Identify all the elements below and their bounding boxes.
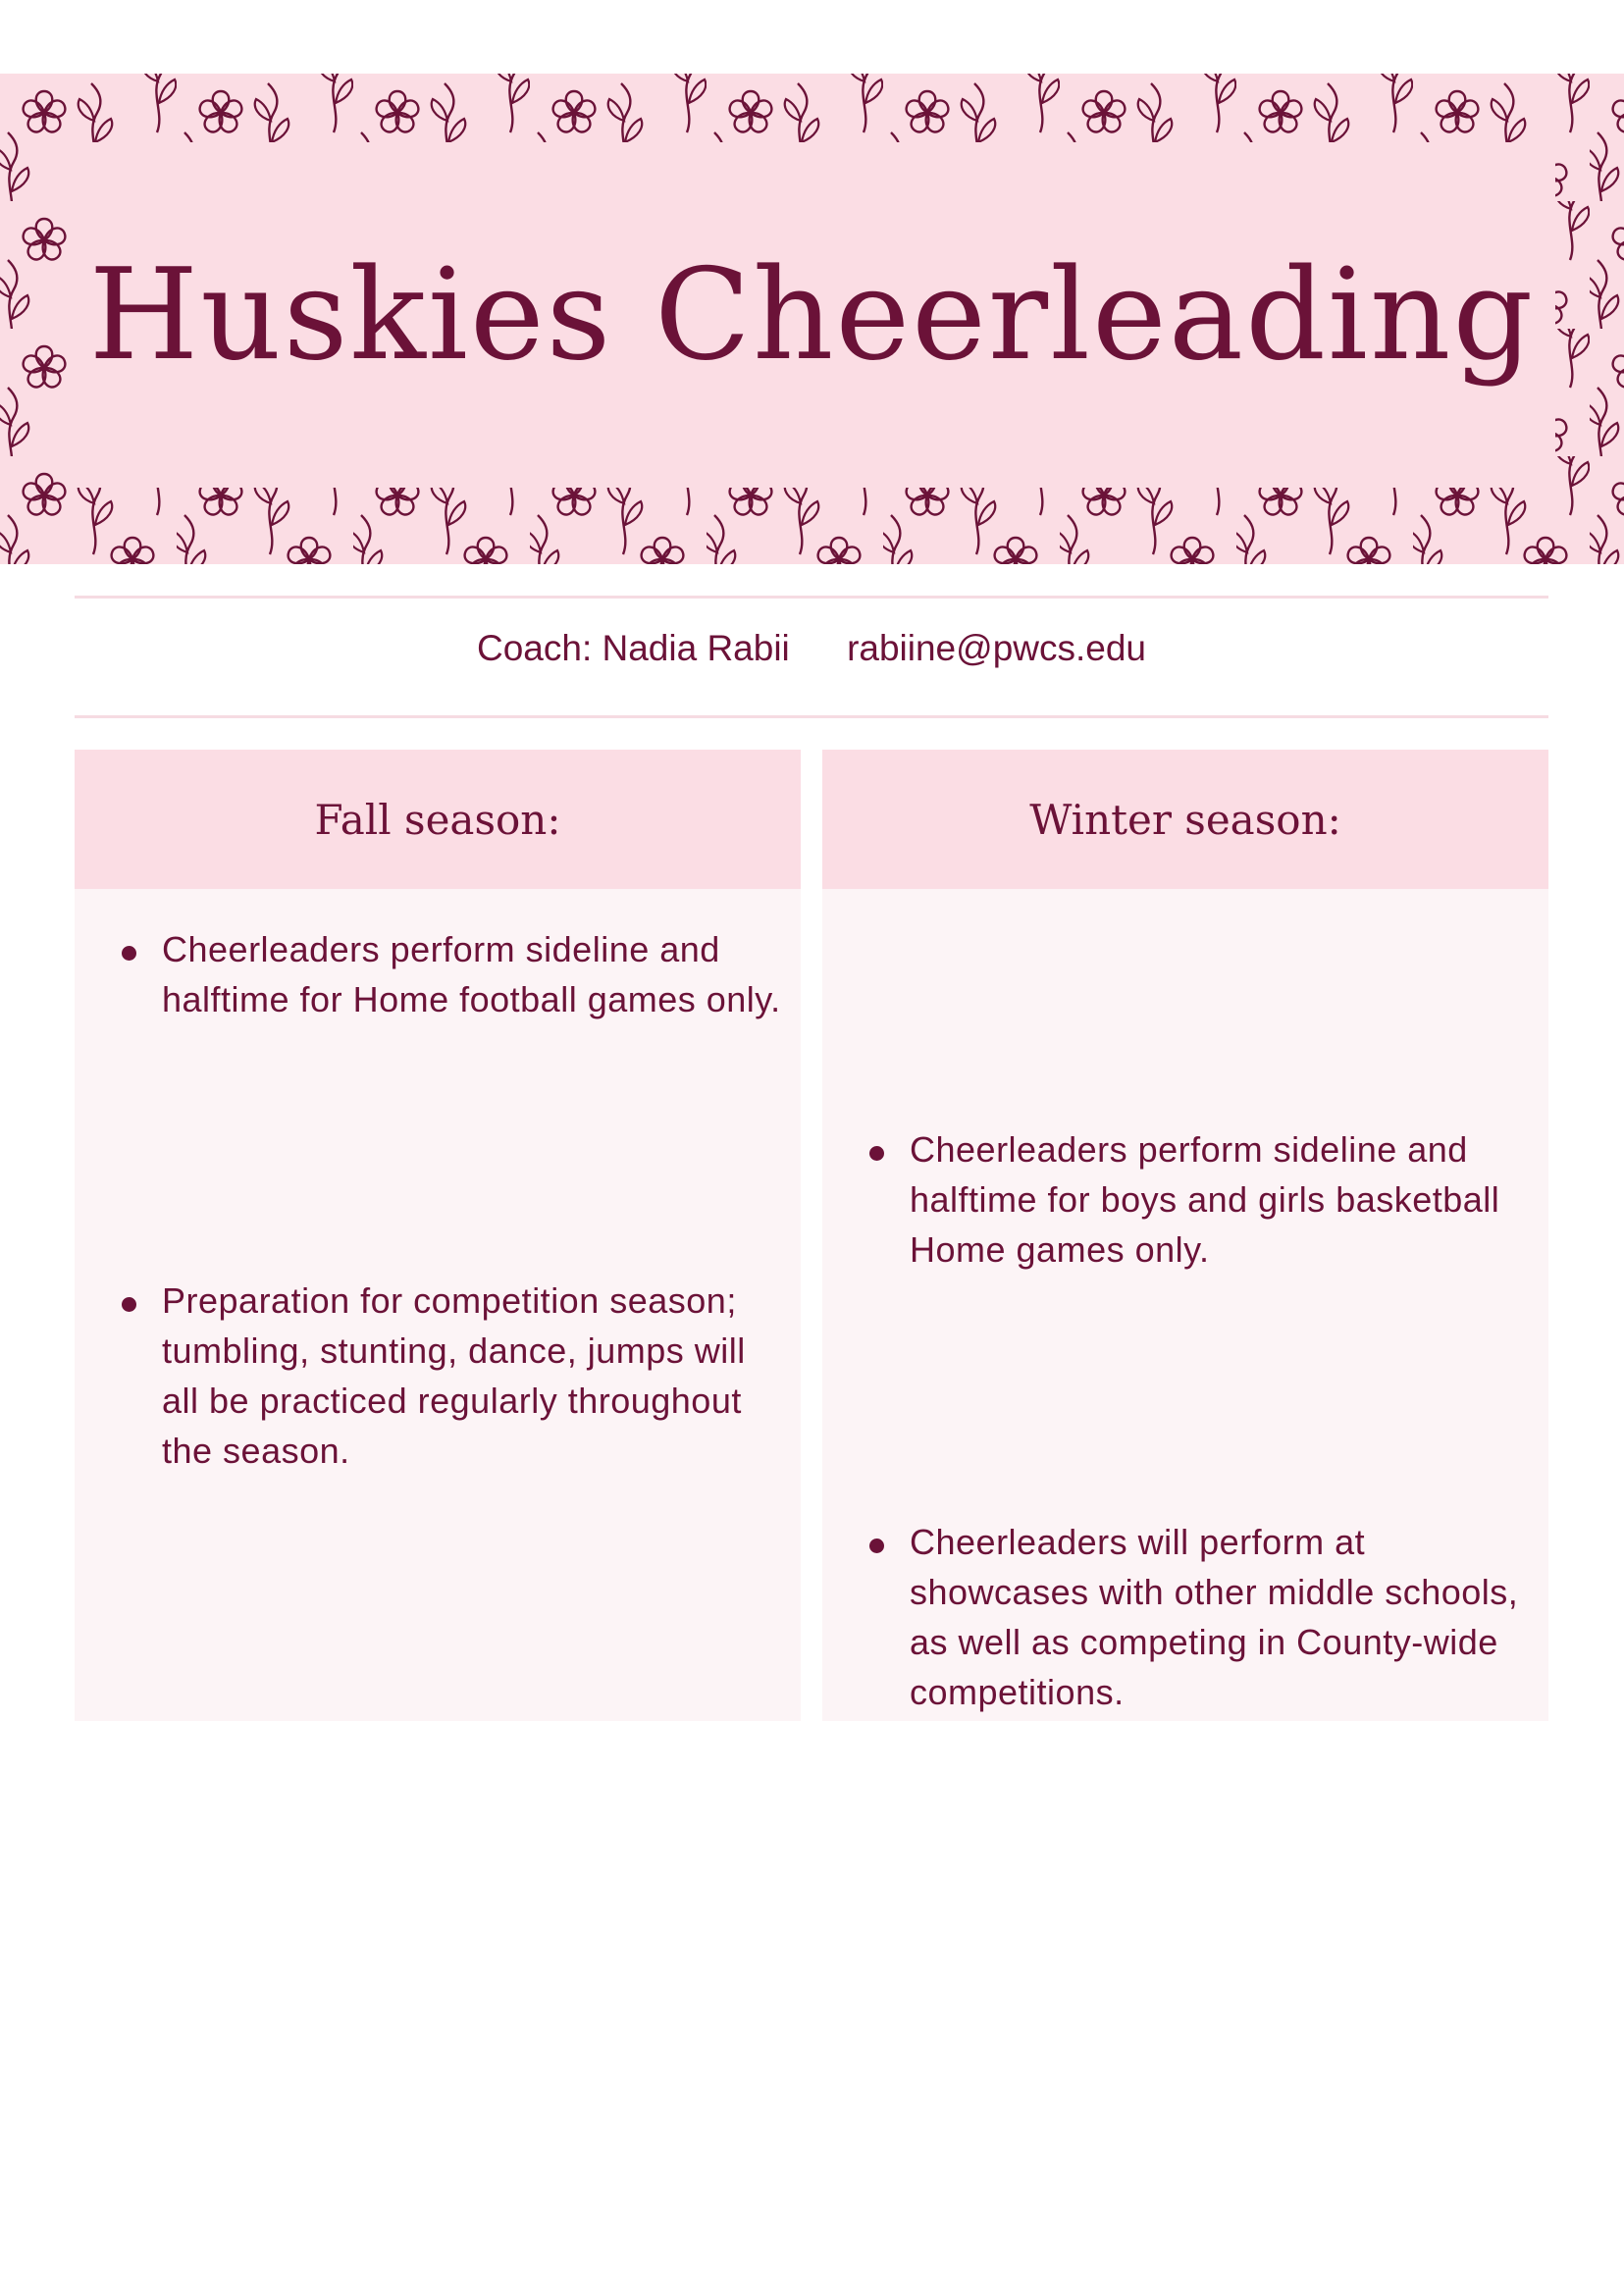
fall-season-panel (75, 750, 801, 1721)
title-box (69, 142, 1555, 488)
list-item-text: Cheerleaders perform sideline and halftime for Home football games only. (162, 929, 781, 1019)
top-divider (75, 596, 1548, 599)
list-item-text: Cheerleaders perform sideline and halftime for boys and girls basketball Home games only. (910, 1129, 1500, 1270)
winter-season-panel (822, 750, 1548, 1721)
bullet-icon (122, 1297, 136, 1312)
bullet-icon (869, 1146, 884, 1161)
header-banner (0, 74, 1624, 564)
list-item-text: Cheerleaders will perform at showcases with other middle schools, as well as competing in County-wide competitions. (910, 1522, 1519, 1712)
list-item-text: Preparation for competition season; tumbling, stunting, dance, jumps will all be practiced regularly throughout the season. (162, 1280, 746, 1471)
bullet-icon (869, 1539, 884, 1553)
fall-season-heading: Fall season: (75, 750, 801, 889)
coach-email: rabiine@pwcs.edu (847, 628, 1147, 668)
contact-line (75, 628, 1548, 669)
bottom-divider (75, 715, 1548, 718)
page-title: Huskies Cheerleading (88, 241, 1536, 389)
coach-name: Coach: Nadia Rabii (476, 628, 790, 668)
bullet-icon (122, 946, 136, 961)
winter-season-heading: Winter season: (822, 750, 1548, 889)
